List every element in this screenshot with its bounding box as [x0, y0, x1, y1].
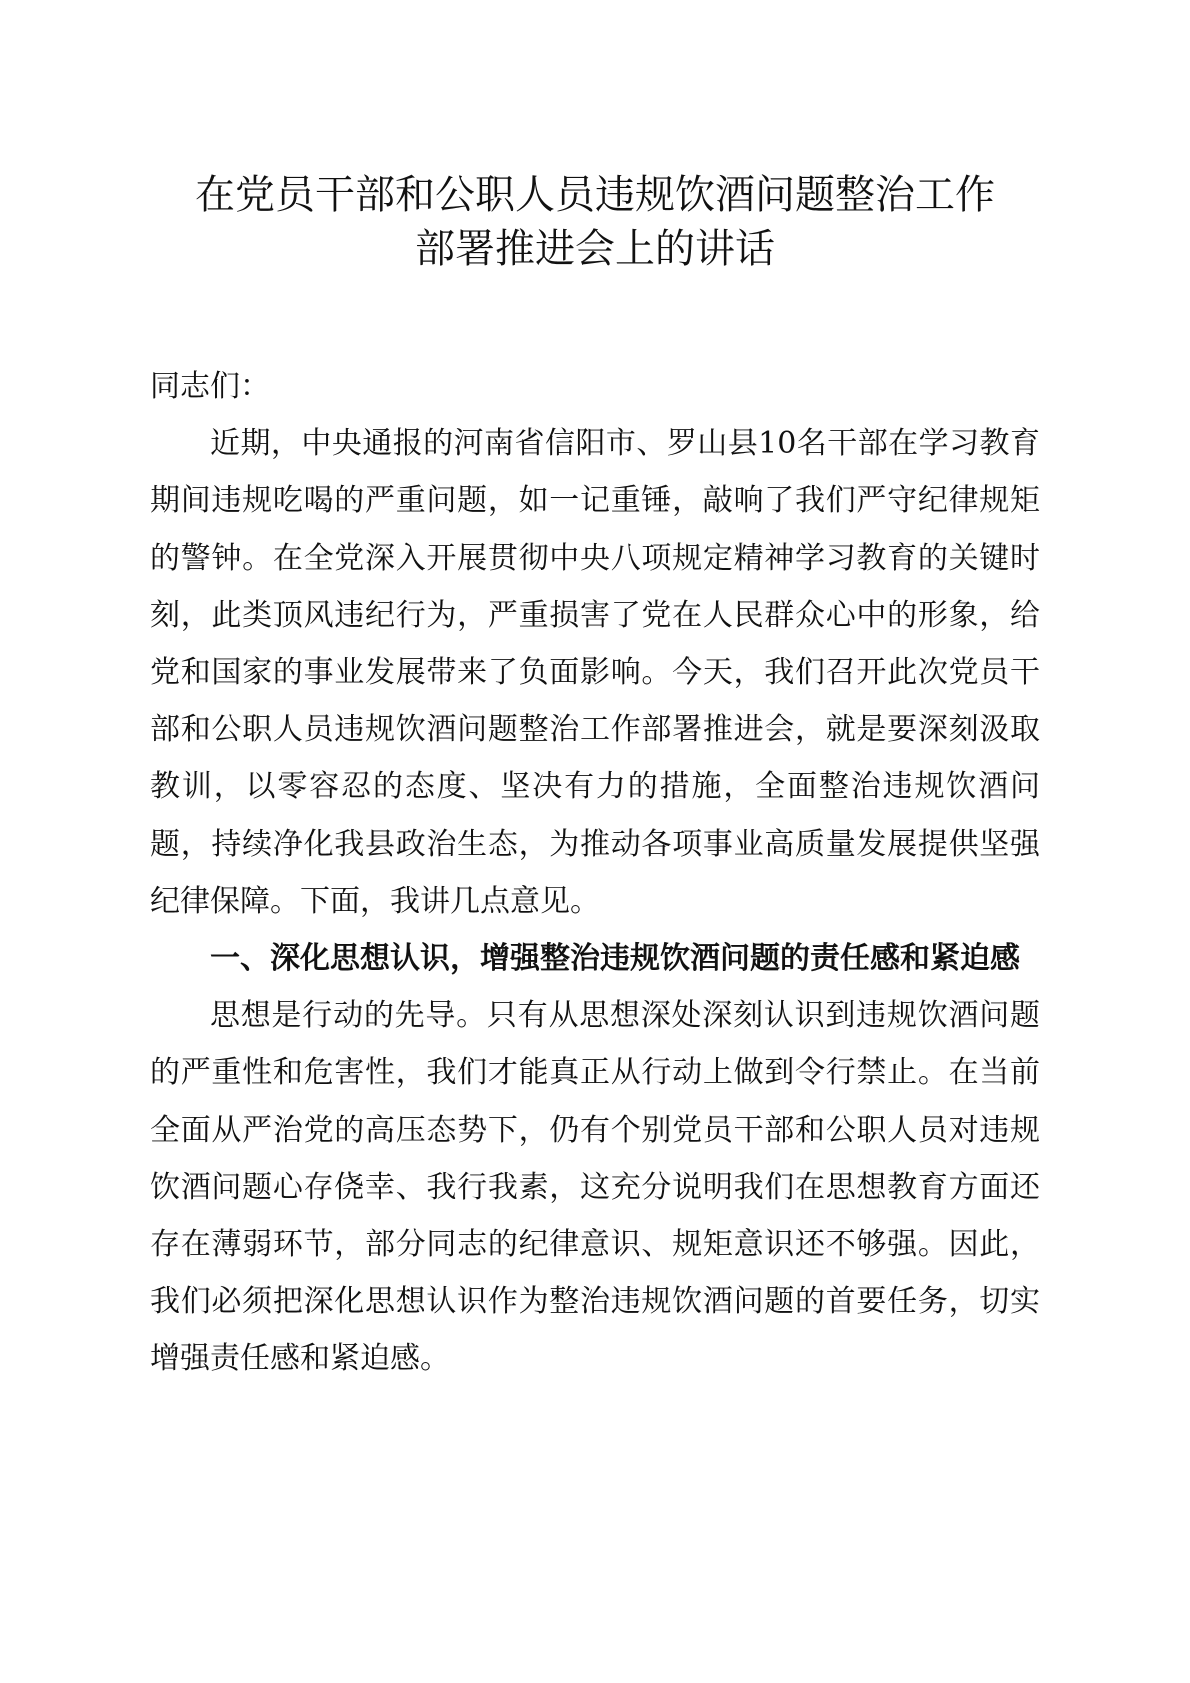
section-1-heading: 一、深化思想认识，增强整治违规饮酒问题的责任感和紧迫感 [210, 941, 1020, 977]
section-1-paragraph: 思想是行动的先导。只有从思想深处深刻认识到违规饮酒问题的严重性和危害性，我们才能真正从行动上做到令行禁止。在当前全面从严治党的高压态势下，仍有个别党员干部和公职人员对违规饮酒问题心存侥幸、我行我素，这充分说明我们在思想教育方面还存在薄弱环节，部分同志的纪律意识、规矩意识还不够强。因此，我们必须把深化思想认识作为整治违规饮酒问题的首要任务，切实增强责任感和紧迫感。 [150, 998, 1040, 1377]
intro-paragraph: 近期，中央通报的河南省信阳市、罗山县10名干部在学习教育期间违规吃喝的严重问题，如一记重锤，敲响了我们严守纪律规矩的警钟。在全党深入开展贯彻中央八项规定精神学习教育的关键时刻，此类顶风违纪行为，严重损害了党在人民群众心中的形象，给党和国家的事业发展带来了负面影响。今天，我们召开此次党员干部和公职人员违规饮酒问题整治工作部署推进会，就是要深刻汲取教训，以零容忍的态度、坚决有力的措施，全面整治违规饮酒问题，持续净化我县政治生态，为推动各项事业高质量发展提供坚强纪律保障。下面，我讲几点意见。 [150, 426, 1040, 919]
title-line-1: 在党员干部和公职人员违规饮酒问题整治工作 [195, 172, 995, 218]
salutation: 同志们： [150, 369, 270, 404]
document-body [150, 358, 1040, 1388]
document-title [100, 168, 1090, 276]
title-line-2: 部署推进会上的讲话 [415, 226, 775, 272]
